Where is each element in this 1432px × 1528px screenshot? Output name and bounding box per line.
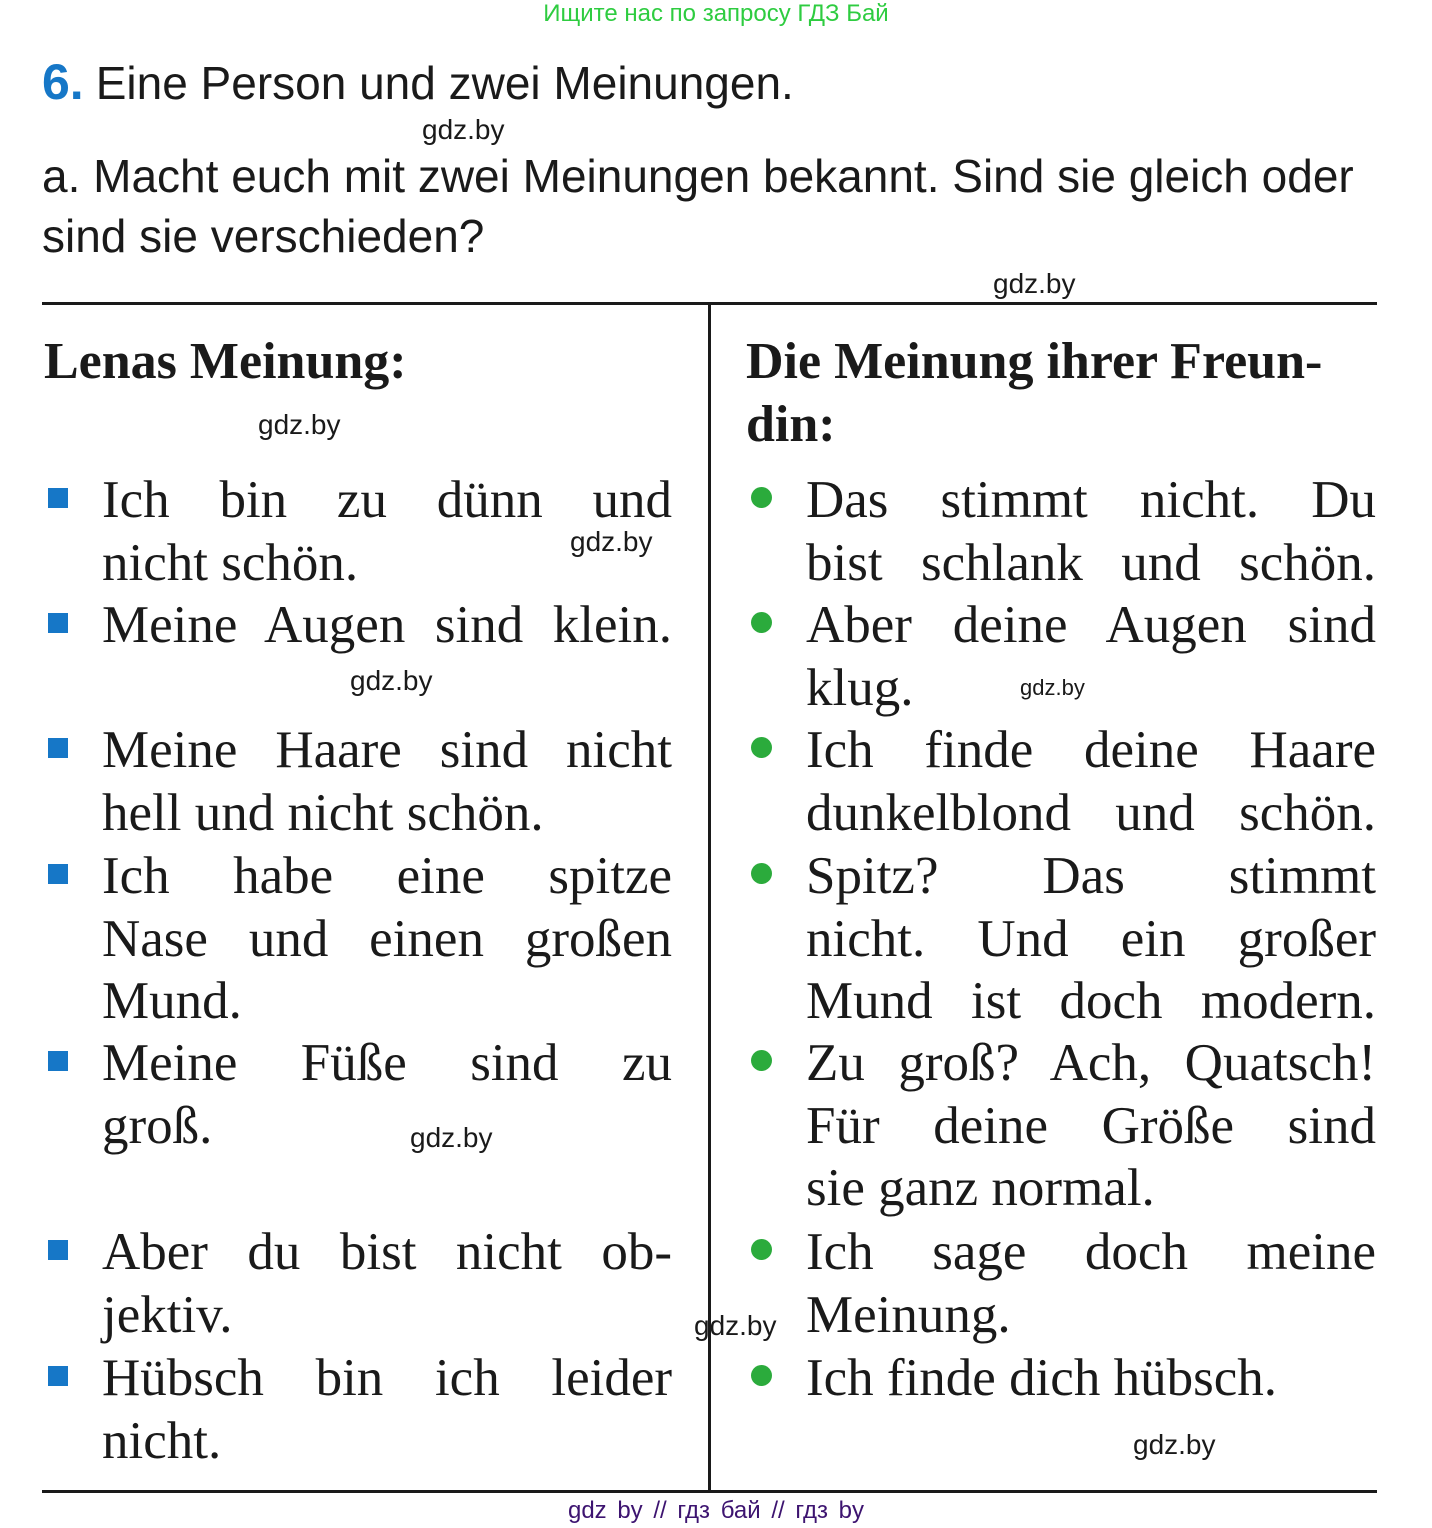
list-item [806, 1032, 1376, 1220]
round-bullet-icon [751, 1050, 772, 1071]
item-line: klug. [806, 658, 914, 717]
item-line: Nase und einen großen [102, 909, 672, 968]
list-item [102, 594, 672, 657]
square-bullet-icon [48, 738, 68, 758]
item-line: Meine Haare sind nicht [102, 721, 672, 779]
round-bullet-icon [751, 487, 772, 508]
item-line: Aber deine Augen sind [806, 596, 1376, 654]
round-bullet-icon [751, 737, 772, 758]
item-line: Zu groß? Ach, Quatsch! [806, 1034, 1376, 1092]
search-hint: Ищите нас по запросу ГДЗ Бай [543, 0, 889, 27]
item-line: Ich habe eine spitze [102, 847, 672, 905]
round-bullet-icon [751, 1365, 772, 1386]
item-line: Mund ist doch modern. [806, 972, 1376, 1030]
exercise-title-text: Eine Person und zwei Meinungen. [95, 57, 794, 109]
item-line: Mund. [102, 972, 242, 1030]
item-line: Ich finde dich hübsch. [806, 1349, 1277, 1407]
square-bullet-icon [48, 1366, 68, 1386]
table-bottom-rule [42, 1490, 1377, 1493]
watermark: gdz.by [422, 114, 505, 145]
list-item [102, 719, 672, 844]
item-line: Hübsch bin ich leider [102, 1349, 672, 1407]
item-line: nicht. [102, 1411, 222, 1470]
item-line: Ich sage doch meine [806, 1223, 1376, 1281]
heading-line: Die Meinung ihrer Freun- [746, 333, 1323, 390]
item-line: Meine Augen sind klein. [102, 596, 672, 654]
item-line: Das stimmt nicht. Du [806, 471, 1376, 529]
watermark: gdz.by [350, 665, 433, 696]
watermark: gdz.by [410, 1122, 493, 1153]
item-line: Ich finde deine Haare [806, 721, 1376, 779]
list-item [806, 469, 1376, 594]
item-line: sie ganz normal. [806, 1159, 1155, 1217]
square-bullet-icon [48, 864, 68, 884]
list-item [102, 1032, 672, 1157]
list-item [806, 1221, 1376, 1346]
item-line: groß. [102, 1096, 213, 1155]
item-line: Ich bin zu dünn und [102, 471, 672, 529]
round-bullet-icon [751, 863, 772, 884]
square-bullet-icon [48, 488, 68, 508]
square-bullet-icon [48, 1051, 68, 1071]
watermark: gdz.by [1133, 1429, 1216, 1460]
item-line: dunkelblond und schön. [806, 783, 1376, 842]
list-item [806, 845, 1376, 1033]
item-line: Meinung. [806, 1285, 1011, 1344]
square-bullet-icon [48, 613, 68, 633]
watermark: gdz.by [570, 526, 653, 557]
item-line: nicht. Und ein großer [806, 909, 1376, 968]
watermark: gdz.by [1020, 675, 1085, 700]
list-item [102, 845, 672, 1033]
round-bullet-icon [751, 612, 772, 633]
list-item [806, 719, 1376, 844]
list-item [102, 1347, 672, 1472]
item-line: jektiv. [102, 1285, 233, 1344]
exercise-number: 6. [42, 54, 84, 110]
watermark: gdz.by [258, 409, 341, 440]
item-line: Meine Füße sind zu [102, 1034, 672, 1092]
round-bullet-icon [751, 1239, 772, 1260]
list-item [806, 594, 1376, 719]
item-line: bist schlank und schön. [806, 533, 1376, 592]
exercise-title [42, 52, 794, 113]
item-line: Aber du bist nicht ob- [102, 1223, 672, 1281]
item-line: nicht schön. [102, 533, 359, 592]
item-line: hell und nicht schön. [102, 783, 544, 842]
item-line: Spitz? Das stimmt [806, 847, 1376, 905]
list-item [102, 1221, 672, 1346]
watermark: gdz.by [993, 268, 1076, 299]
task-instruction: a. Macht euch mit zwei Meinungen bekannt. Sind sie gleich oder sind sie verschieden? [42, 150, 1354, 262]
list-item [806, 1347, 1376, 1410]
footer-watermark: gdz by // гдз бай // гдз by [567, 1497, 865, 1524]
lena-heading: Lenas Meinung: [44, 333, 407, 390]
item-line: Für deine Größe sind [806, 1096, 1376, 1155]
square-bullet-icon [48, 1240, 68, 1260]
friend-heading [746, 331, 1376, 456]
watermark: gdz.by [694, 1310, 777, 1341]
heading-line: din: [746, 395, 836, 453]
